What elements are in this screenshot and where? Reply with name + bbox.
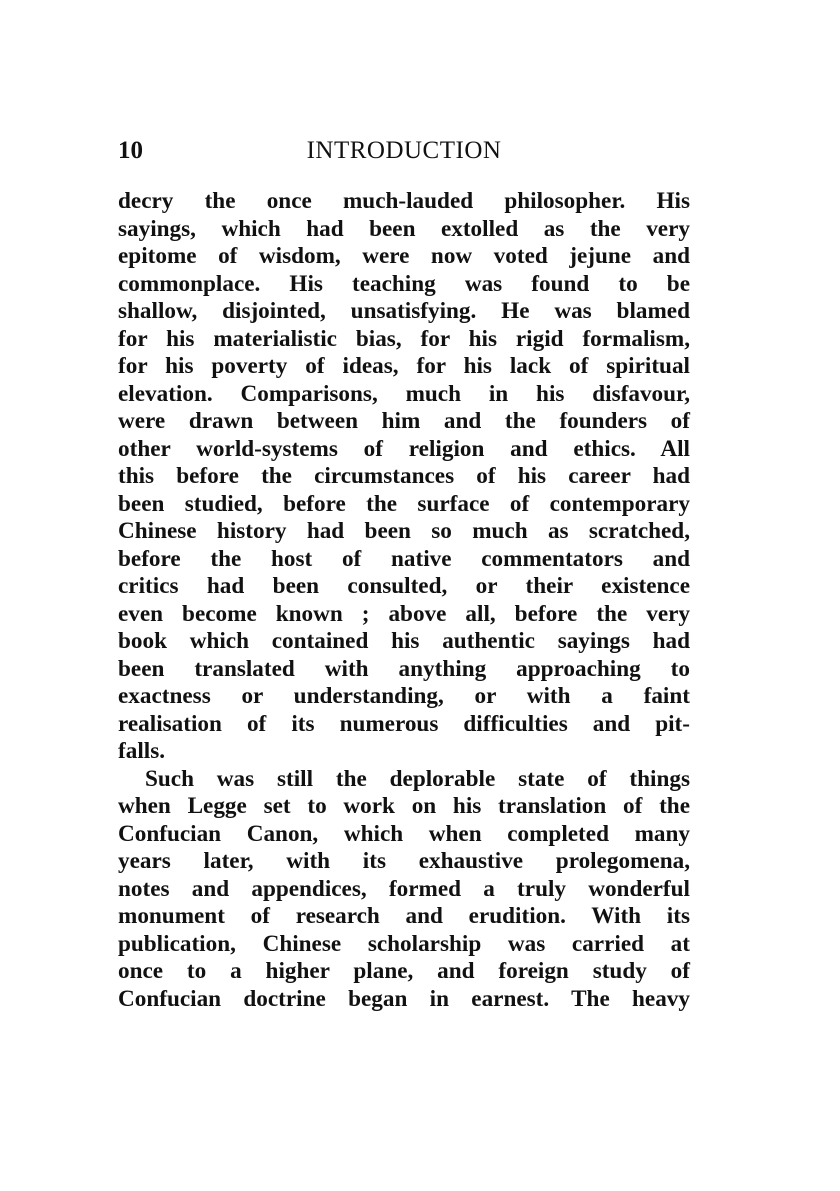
text-line: Chinese history had been so much as scratched,	[118, 518, 690, 544]
text-line: sayings, which had been extolled as the very	[118, 215, 690, 242]
text-line: once to a higher plane, and foreign study of	[118, 958, 690, 984]
text-line: were drawn between him and the founders of	[118, 408, 690, 434]
text-line: for his poverty of ideas, for his lack of spiritual	[118, 353, 690, 379]
text-line: Confucian Canon, which when completed many	[118, 820, 690, 847]
paragraph-2	[118, 766, 690, 1014]
text-line: book which contained his authentic sayings had	[118, 628, 690, 654]
page-header	[118, 136, 690, 166]
text-line: other world-systems of religion and ethics. All	[118, 435, 690, 462]
text-line: falls.	[118, 738, 166, 764]
text-line: Confucian doctrine began in earnest. The heavy	[118, 985, 690, 1012]
text-line: been studied, before the surface of contemporary	[118, 490, 690, 517]
body-text	[118, 188, 690, 1013]
text-line: notes and appendices, formed a truly wonderful	[118, 875, 690, 902]
text-line: publication, Chinese scholarship was carried at	[118, 930, 690, 957]
text-line: epitome of wisdom, were now voted jejune and	[118, 243, 690, 269]
page-number: 10	[118, 137, 143, 164]
text-line: decry the once much-lauded philosopher. His	[118, 188, 690, 214]
text-line: this before the circumstances of his career had	[118, 463, 690, 489]
text-line: realisation of its numerous difficulties and pit-	[118, 710, 690, 737]
text-line: critics had been consulted, or their existence	[118, 573, 690, 599]
text-line: before the host of native commentators and	[118, 545, 690, 572]
text-line: shallow, disjointed, unsatisfying. He was blamed	[118, 298, 690, 324]
text-line: monument of research and erudition. With its	[118, 903, 690, 929]
text-line: commonplace. His teaching was found to be	[118, 270, 690, 297]
text-line: when Legge set to work on his translation of the	[118, 793, 690, 819]
text-line: years later, with its exhaustive prolegomena,	[118, 848, 690, 874]
text-line: elevation. Comparisons, much in his disfavour,	[118, 380, 690, 407]
text-line: for his materialistic bias, for his rigid formalism,	[118, 325, 690, 352]
paragraph-1	[118, 188, 690, 766]
text-line: exactness or understanding, or with a faint	[118, 683, 690, 709]
text-line: even become known ; above all, before the very	[118, 600, 690, 627]
text-line: been translated with anything approaching to	[118, 655, 690, 682]
running-head: INTRODUCTION	[306, 137, 502, 164]
text-line: Such was still the deplorable state of things	[145, 765, 690, 792]
